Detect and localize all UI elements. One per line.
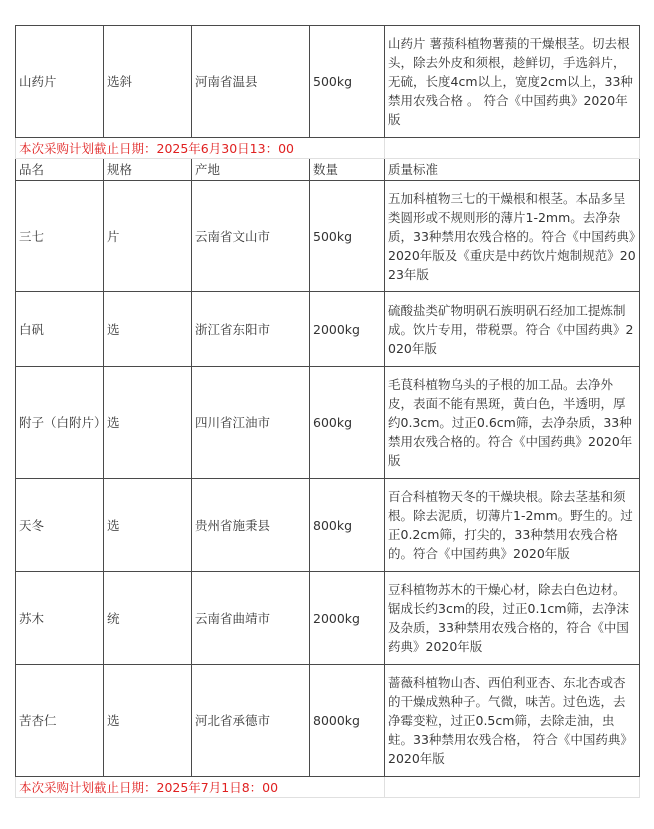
cell-quantity: 2000kg <box>310 292 385 367</box>
cell-origin: 河北省承德市 <box>192 665 310 777</box>
cell-spec: 选 <box>104 292 192 367</box>
procurement-table <box>15 25 640 798</box>
table-row <box>16 26 640 138</box>
cell-origin: 云南省曲靖市 <box>192 572 310 665</box>
cell-quantity: 800kg <box>310 479 385 572</box>
table-row <box>16 181 640 292</box>
deadline-notice: 本次采购计划截止日期：2025年7月1日8：00 <box>16 777 385 798</box>
cell-spec: 选 <box>104 367 192 479</box>
cell-origin: 河南省温县 <box>192 26 310 138</box>
cell-quality: 五加科植物三七的干燥根和根茎。本品多呈类圆形或不规则形的薄片1-2mm。去净杂质，33种禁用农残合格的。符合《中国药典》2020年版及《重庆是中药饮片炮制规范》2023年版 <box>385 181 640 292</box>
table-row <box>16 479 640 572</box>
cell-origin: 云南省文山市 <box>192 181 310 292</box>
cell-quality: 硫酸盐类矿物明矾石族明矾石经加工提炼制成。饮片专用，带税票。符合《中国药典》2020年版 <box>385 292 640 367</box>
cell-name: 苏木 <box>16 572 104 665</box>
cell-quantity: 500kg <box>310 26 385 138</box>
cell-quality: 百合科植物天冬的干燥块根。除去茎基和须根。除去泥质，切薄片1-2mm。野生的。过正0.2cm筛，打尖的，33种禁用农残合格的。符合《中国药典》2020年版 <box>385 479 640 572</box>
table-row <box>16 572 640 665</box>
header-row <box>16 159 640 181</box>
cell-origin: 贵州省施秉县 <box>192 479 310 572</box>
cell-spec: 片 <box>104 181 192 292</box>
cell-name: 山药片 <box>16 26 104 138</box>
cell-spec: 选 <box>104 479 192 572</box>
table-row <box>16 367 640 479</box>
header-quality: 质量标准 <box>385 159 640 181</box>
cell-quality: 山药片 薯蓣科植物薯蓣的干燥根茎。切去根头，除去外皮和须根，趁鲜切，手选斜片，无硫，长度4cm以上，宽度2cm以上，33种禁用农残合格 。 符合《中国药典》2020年版 <box>385 26 640 138</box>
cell-quantity: 500kg <box>310 181 385 292</box>
cell-quality: 豆科植物苏木的干燥心材，除去白色边材。锯成长约3cm的段，过正0.1cm筛，去净沫及杂质，33种禁用农残合格的，符合《中国药典》2020年版 <box>385 572 640 665</box>
cell-name: 白矾 <box>16 292 104 367</box>
table-row <box>16 292 640 367</box>
cell-quantity: 2000kg <box>310 572 385 665</box>
cell-name: 三七 <box>16 181 104 292</box>
deadline-notice: 本次采购计划截止日期：2025年6月30日13：00 <box>16 138 385 159</box>
cell-quantity: 8000kg <box>310 665 385 777</box>
table-row <box>16 665 640 777</box>
cell-name: 附子（白附片） <box>16 367 104 479</box>
deadline-row <box>16 138 640 159</box>
header-quantity: 数量 <box>310 159 385 181</box>
deadline-row <box>16 777 640 798</box>
cell-name: 天冬 <box>16 479 104 572</box>
cell-quality: 蔷薇科植物山杏、西伯利亚杏、东北杏或杏的干燥成熟种子。气微，味苦。过色选，去净霉变粒，过正0.5cm筛，去除走油，虫蛀。33种禁用农残合格， 符合《中国药典》2020年版 <box>385 665 640 777</box>
header-origin: 产地 <box>192 159 310 181</box>
header-name: 品名 <box>16 159 104 181</box>
cell-quantity: 600kg <box>310 367 385 479</box>
header-spec: 规格 <box>104 159 192 181</box>
cell-spec: 统 <box>104 572 192 665</box>
empty-cell <box>385 138 640 159</box>
empty-cell <box>385 777 640 798</box>
cell-quality: 毛茛科植物乌头的子根的加工品。去净外皮，表面不能有黑斑，黄白色，半透明，厚约0.3cm。过正0.6cm筛，去净杂质，33种禁用农残合格的。符合《中国药典》2020年版 <box>385 367 640 479</box>
cell-origin: 四川省江油市 <box>192 367 310 479</box>
cell-name: 苦杏仁 <box>16 665 104 777</box>
cell-spec: 选斜 <box>104 26 192 138</box>
cell-origin: 浙江省东阳市 <box>192 292 310 367</box>
cell-spec: 选 <box>104 665 192 777</box>
